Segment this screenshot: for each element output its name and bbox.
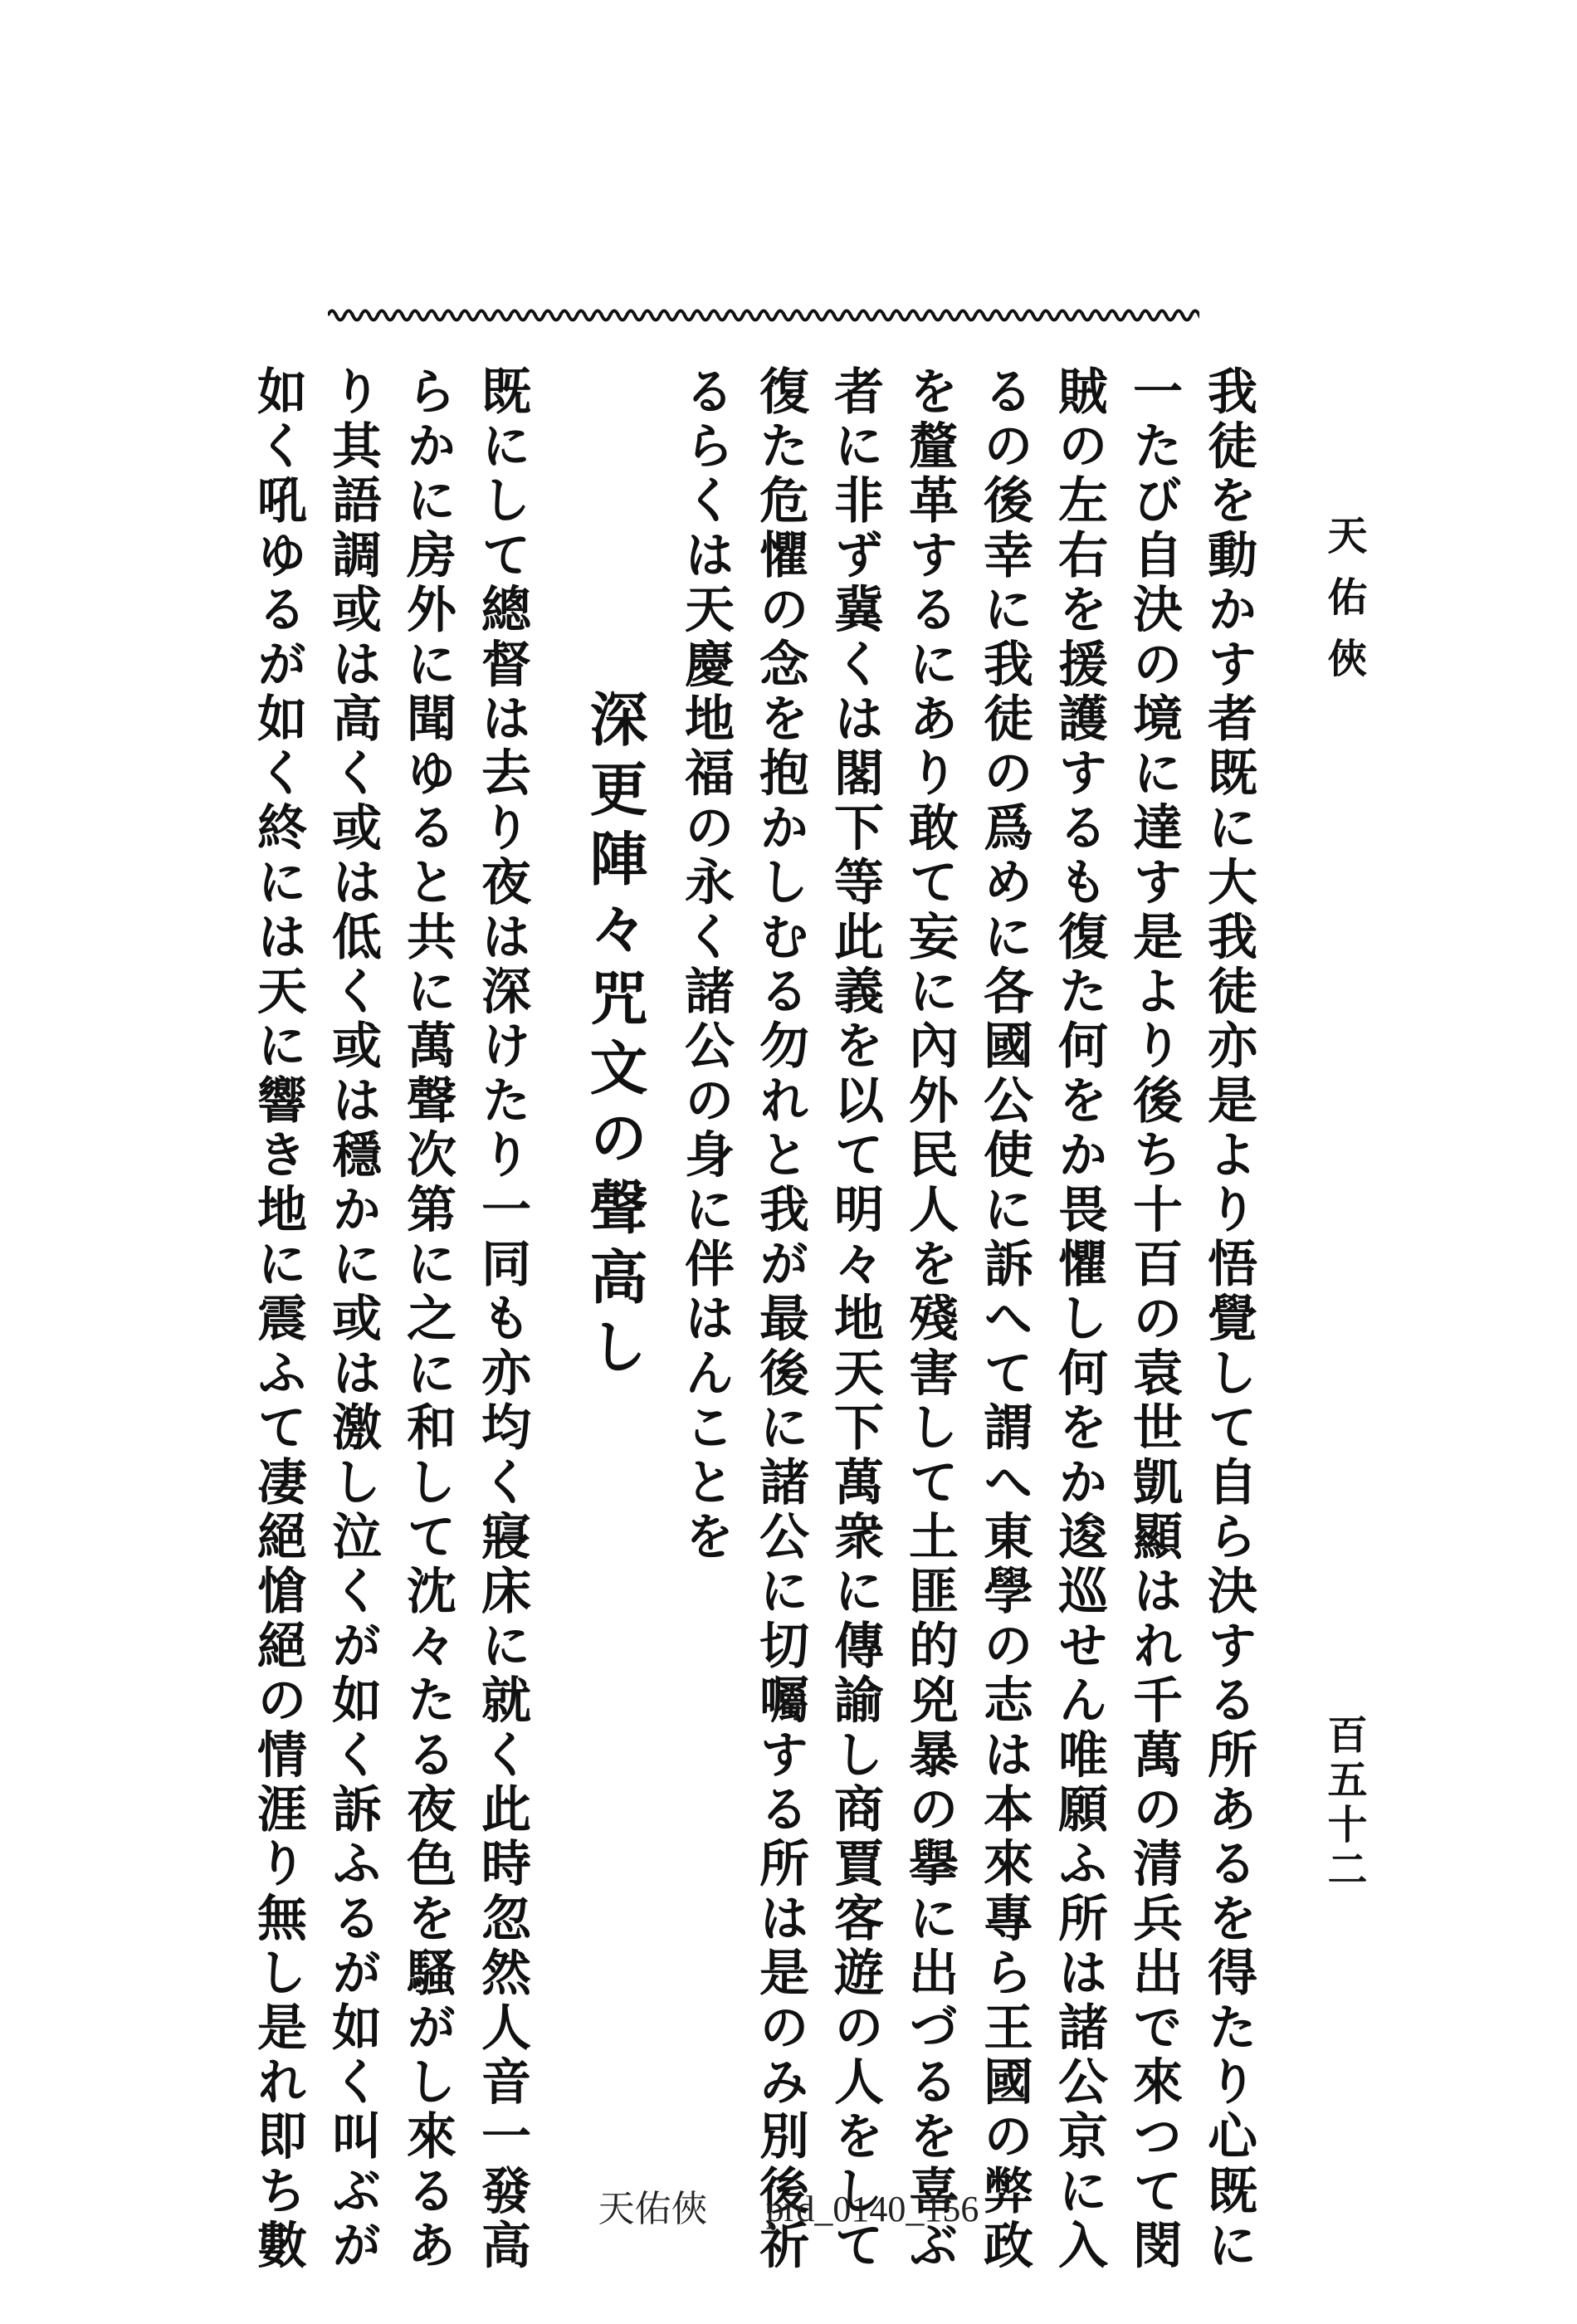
page-number: 百五十二: [1321, 1714, 1367, 1893]
wavy-rule-divider: [328, 303, 1199, 328]
text-column: らかに房外に聞ゆると共に萬聲次第に之に和して沈々たる夜色を騷がし來るあ: [398, 365, 456, 2274]
footer-caption: [0, 2179, 1577, 2232]
text-column: 一たび自決の境に達す是より後ち十百の袁世凱顯はれ千萬の清兵出で來つて閔: [1125, 365, 1183, 2274]
footer-title: 天佑俠: [598, 2189, 708, 2229]
section-title: 深更陣々咒文の聲高し: [580, 689, 649, 1386]
text-column: るらくは天慶地福の永く諸公の身に伴はんことを: [676, 365, 735, 1565]
text-column: 復た危懼の念を抱かしむる勿れと我が最後に諸公に切囑する所は是のみ別後祈: [751, 365, 809, 2274]
running-head: 天佑俠: [1321, 515, 1367, 699]
text-column: 既にして總督は去り夜は深けたり一同も亦均く寢床に就く此時忽然人音一發高: [473, 365, 531, 2274]
text-column: 賊の左右を援護するも復た何をか畏懼し何をか逡巡せん唯願ふ所は諸公京に入: [1050, 365, 1108, 2274]
text-column: 我徒を動かす者既に大我徒亦是より悟覺して自ら決する所あるを得たり心既に: [1199, 365, 1257, 2274]
text-column: るの後幸に我徒の爲めに各國公使に訴へて謂へ東學の志は本來專ら王國の弊政: [975, 365, 1033, 2274]
footer-id: prd_0140_156: [765, 2189, 979, 2229]
text-column: り其語調或は高く或は低く或は穩かに或は激し泣くが如く訴ふるが如く叫ぶが: [324, 365, 382, 2274]
text-column: 如く吼ゆるが如く終には天に響き地に震ふて凄絕愴絕の情涯り無し是れ即ち數: [249, 365, 307, 2274]
text-column: 者に非ず冀くは閣下等此義を以て明々地天下萬衆に傳諭し商賈客遊の人をして: [826, 365, 884, 2274]
text-column: を釐革するにあり敢て妄に內外民人を殘害して土匪的兇暴の擧に出づるを喜ぶ: [901, 365, 959, 2274]
